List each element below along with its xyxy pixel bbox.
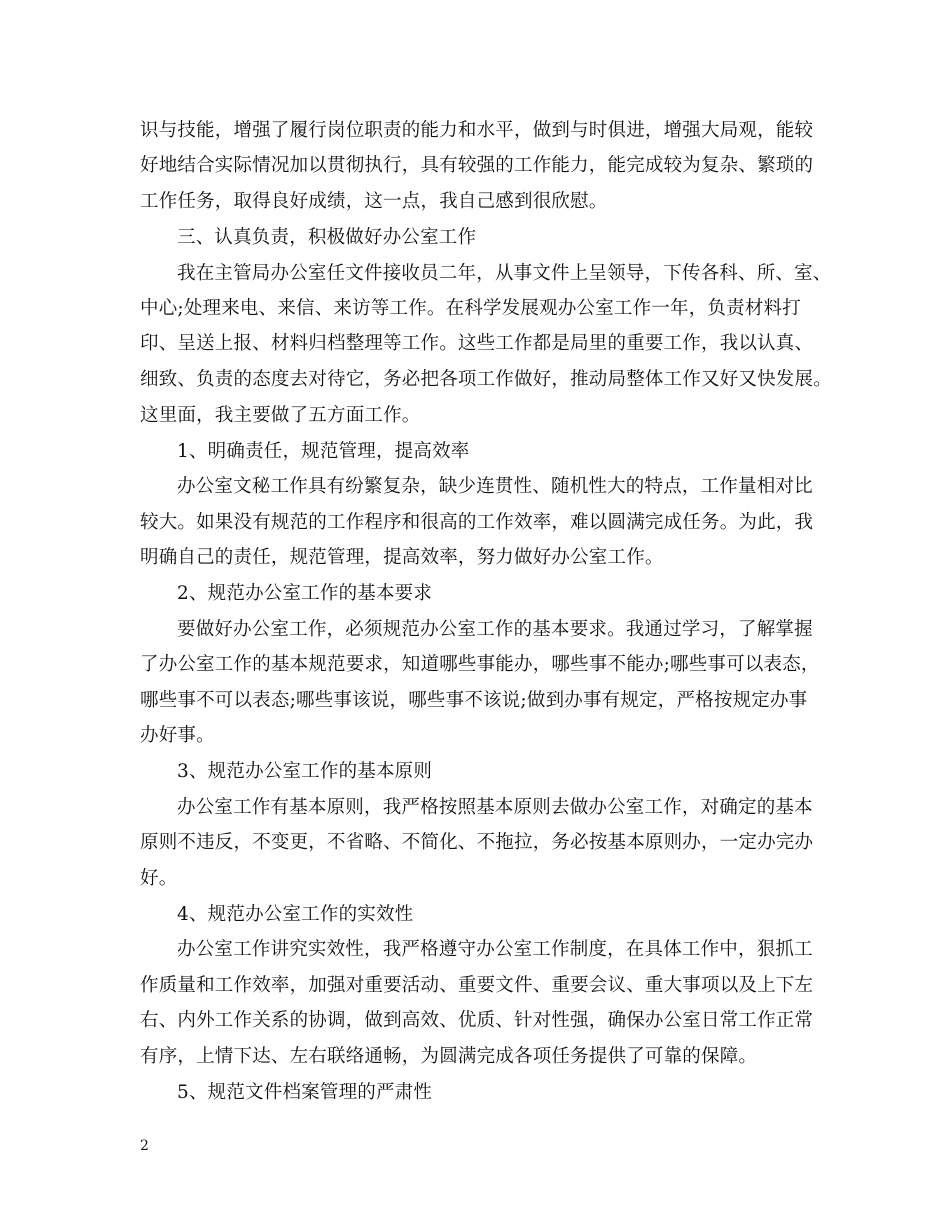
body-text-line: 办公室工作讲究实效性，我严格遵守办公室工作制度，在具体工作中，狠抓工 [177, 939, 813, 960]
subsection-heading: 4、规范办公室工作的实效性 [177, 904, 414, 925]
body-text-line: 好。 [140, 868, 178, 889]
section-heading: 三、认真负责，积极做好办公室工作 [177, 227, 477, 248]
body-text-line: 中心;处理来电、来信、来访等工作。在科学发展观办公室工作一年，负责材料打 [140, 298, 801, 319]
subsection-heading: 2、规范办公室工作的基本要求 [177, 583, 433, 604]
body-text-line: 办公室工作有基本原则，我严格按照基本原则去做办公室工作，对确定的基本 [177, 797, 813, 818]
subsection-heading: 3、规范办公室工作的基本原则 [177, 761, 433, 782]
body-text-line: 较大。如果没有规范的工作程序和很高的工作效率，难以圆满完成任务。为此，我 [140, 512, 814, 533]
body-text-line: 作质量和工作效率，加强对重要活动、重要文件、重要会议、重大事项以及上下左 [140, 975, 814, 996]
body-text-line: 右、内外工作关系的协调，做到高效、优质、针对性强，确保办公室日常工作正常 [140, 1010, 814, 1031]
body-text-line: 了办公室工作的基本规范要求，知道哪些事能办，哪些事不能办;哪些事可以表态， [140, 654, 820, 675]
page-number: 2 [140, 1138, 149, 1154]
body-text-line: 细致、负责的态度去对待它，务必把各项工作做好，推动局整体工作又好又快发展。 [140, 369, 832, 390]
body-text-line: 哪些事不可以表态;哪些事该说，哪些事不该说;做到办事有规定，严格按规定办事 [140, 690, 808, 711]
body-text-line: 好地结合实际情况加以贯彻执行，具有较强的工作能力，能完成较为复杂、繁琐的 [140, 155, 814, 176]
body-text-line: 有序，上情下达、左右联络通畅，为圆满完成各项任务提供了可靠的保障。 [140, 1046, 758, 1067]
body-text-line: 要做好办公室工作，必须规范办公室工作的基本要求。我通过学习，了解掌握 [177, 619, 813, 640]
body-text-line: 原则不违反，不变更，不省略、不简化、不拖拉，务必按基本原则办，一定办完办 [140, 832, 814, 853]
body-text-line: 印、呈送上报、材料归档整理等工作。这些工作都是局里的重要工作，我以认真、 [140, 333, 814, 354]
body-text-line: 办好事。 [140, 725, 215, 746]
subsection-heading: 5、规范文件档案管理的严肃性 [177, 1082, 433, 1103]
body-text-line: 识与技能，增强了履行岗位职责的能力和水平，做到与时俱进，增强大局观，能较 [140, 120, 814, 141]
body-text-line: 工作任务，取得良好成绩，这一点，我自己感到很欣慰。 [140, 191, 608, 212]
body-text-line: 办公室文秘工作具有纷繁复杂，缺少连贯性、随机性大的特点，工作量相对比 [177, 476, 813, 497]
subsection-heading: 1、明确责任，规范管理，提高效率 [177, 441, 470, 462]
body-text-line: 明确自己的责任，规范管理，提高效率，努力做好办公室工作。 [140, 547, 664, 568]
body-text-line: 这里面，我主要做了五方面工作。 [140, 405, 421, 426]
body-text-line: 我在主管局办公室任文件接收员二年，从事文件上呈领导，下传各科、所、室、 [177, 263, 832, 284]
